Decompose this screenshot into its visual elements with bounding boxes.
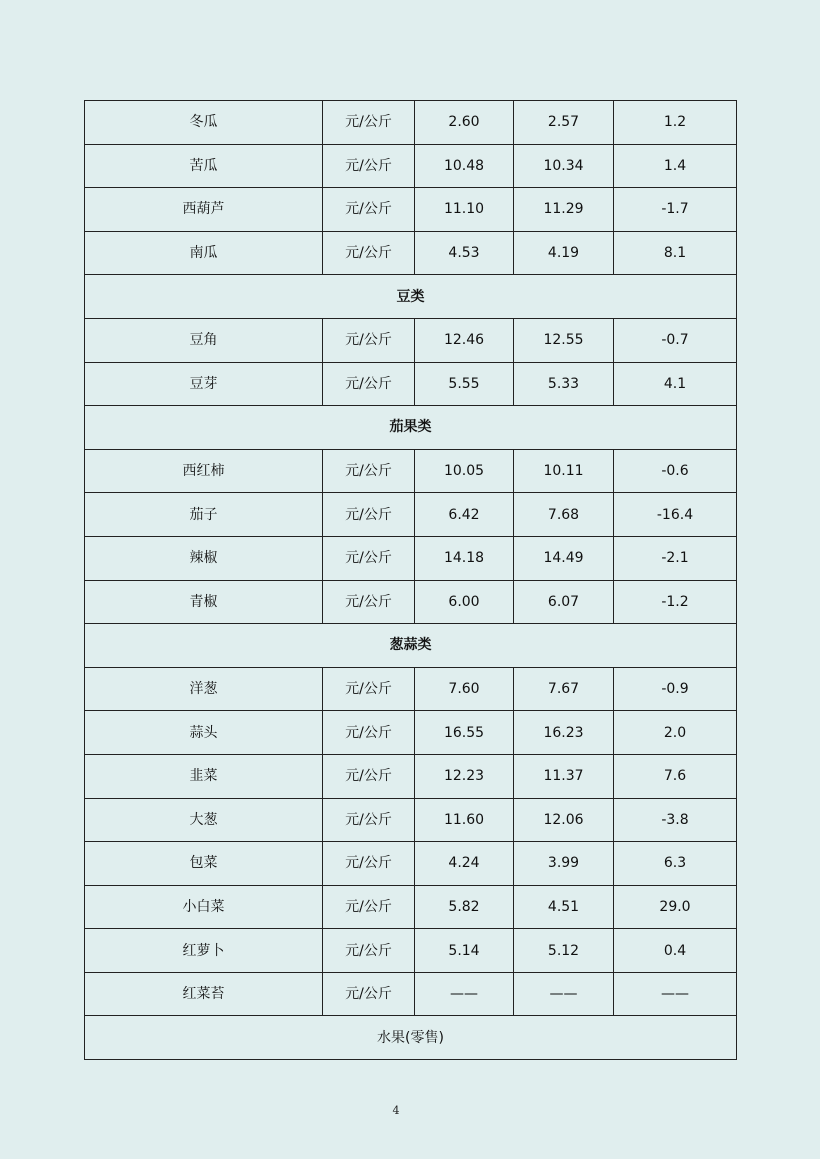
price-cell-1: 10.05 xyxy=(415,449,514,493)
change-cell: 7.6 xyxy=(614,754,737,798)
item-name-cell: 南瓜 xyxy=(85,231,323,275)
unit-cell: 元/公斤 xyxy=(323,711,415,755)
change-cell: -0.7 xyxy=(614,318,737,362)
table-row xyxy=(85,929,737,973)
price-cell-2: 5.12 xyxy=(514,929,614,973)
unit-cell: 元/公斤 xyxy=(323,493,415,537)
change-cell: 8.1 xyxy=(614,231,737,275)
section-header: 豆类 xyxy=(85,275,737,319)
section-header: 水果(零售) xyxy=(85,1016,737,1060)
unit-cell: 元/公斤 xyxy=(323,885,415,929)
unit-cell: 元/公斤 xyxy=(323,798,415,842)
item-name-cell: 西红柿 xyxy=(85,449,323,493)
price-cell-1: 7.60 xyxy=(415,667,514,711)
price-cell-2: 11.29 xyxy=(514,188,614,232)
page-number: 4 xyxy=(392,1104,400,1117)
price-cell-2: 6.07 xyxy=(514,580,614,624)
price-cell-2: 10.11 xyxy=(514,449,614,493)
item-name-cell: 包菜 xyxy=(85,842,323,886)
table-row xyxy=(85,580,737,624)
item-name-cell: 红菜苔 xyxy=(85,972,323,1016)
item-name-cell: 蒜头 xyxy=(85,711,323,755)
price-cell-2: 4.51 xyxy=(514,885,614,929)
price-cell-1: 5.14 xyxy=(415,929,514,973)
item-name-cell: 红萝卜 xyxy=(85,929,323,973)
section-header-row xyxy=(85,624,737,668)
table-row xyxy=(85,754,737,798)
price-cell-1: 5.55 xyxy=(415,362,514,406)
change-cell: -0.6 xyxy=(614,449,737,493)
unit-cell: 元/公斤 xyxy=(323,536,415,580)
item-name-cell: 西葫芦 xyxy=(85,188,323,232)
price-cell-2: 16.23 xyxy=(514,711,614,755)
unit-cell: 元/公斤 xyxy=(323,144,415,188)
unit-cell: 元/公斤 xyxy=(323,929,415,973)
table-row xyxy=(85,318,737,362)
price-cell-1: 11.60 xyxy=(415,798,514,842)
item-name-cell: 大葱 xyxy=(85,798,323,842)
price-cell-2: 11.37 xyxy=(514,754,614,798)
change-cell: 29.0 xyxy=(614,885,737,929)
change-cell: -3.8 xyxy=(614,798,737,842)
table-row xyxy=(85,362,737,406)
unit-cell: 元/公斤 xyxy=(323,318,415,362)
price-cell-1: 5.82 xyxy=(415,885,514,929)
price-cell-2: 2.57 xyxy=(514,101,614,145)
table-row xyxy=(85,972,737,1016)
section-header: 茄果类 xyxy=(85,406,737,450)
unit-cell: 元/公斤 xyxy=(323,362,415,406)
item-name-cell: 豆芽 xyxy=(85,362,323,406)
unit-cell: 元/公斤 xyxy=(323,188,415,232)
price-cell-2: 10.34 xyxy=(514,144,614,188)
item-name-cell: 韭菜 xyxy=(85,754,323,798)
unit-cell: 元/公斤 xyxy=(323,842,415,886)
table-row xyxy=(85,798,737,842)
price-table-body xyxy=(85,101,737,1060)
change-cell: -2.1 xyxy=(614,536,737,580)
price-table xyxy=(84,100,737,1060)
table-row xyxy=(85,144,737,188)
price-cell-1: 10.48 xyxy=(415,144,514,188)
section-header: 葱蒜类 xyxy=(85,624,737,668)
table-row xyxy=(85,449,737,493)
price-cell-2: 7.68 xyxy=(514,493,614,537)
item-name-cell: 小白菜 xyxy=(85,885,323,929)
price-cell-1: 11.10 xyxy=(415,188,514,232)
table-row xyxy=(85,536,737,580)
table-row xyxy=(85,667,737,711)
section-header-row xyxy=(85,1016,737,1060)
table-row xyxy=(85,231,737,275)
change-cell: -0.9 xyxy=(614,667,737,711)
price-cell-1: 12.46 xyxy=(415,318,514,362)
price-cell-2: 5.33 xyxy=(514,362,614,406)
item-name-cell: 豆角 xyxy=(85,318,323,362)
unit-cell: 元/公斤 xyxy=(323,231,415,275)
table-row xyxy=(85,493,737,537)
price-cell-1: 4.24 xyxy=(415,842,514,886)
unit-cell: 元/公斤 xyxy=(323,449,415,493)
table-row xyxy=(85,885,737,929)
unit-cell: 元/公斤 xyxy=(323,972,415,1016)
unit-cell: 元/公斤 xyxy=(323,754,415,798)
price-cell-2: 14.49 xyxy=(514,536,614,580)
price-cell-1: 4.53 xyxy=(415,231,514,275)
price-cell-1: 6.00 xyxy=(415,580,514,624)
price-cell-1: 2.60 xyxy=(415,101,514,145)
price-cell-1: 16.55 xyxy=(415,711,514,755)
table-row xyxy=(85,188,737,232)
item-name-cell: 苦瓜 xyxy=(85,144,323,188)
change-cell: 2.0 xyxy=(614,711,737,755)
item-name-cell: 洋葱 xyxy=(85,667,323,711)
item-name-cell: 冬瓜 xyxy=(85,101,323,145)
change-cell: -16.4 xyxy=(614,493,737,537)
item-name-cell: 茄子 xyxy=(85,493,323,537)
item-name-cell: 青椒 xyxy=(85,580,323,624)
price-cell-2: 7.67 xyxy=(514,667,614,711)
change-cell: 1.4 xyxy=(614,144,737,188)
change-cell: -1.7 xyxy=(614,188,737,232)
price-cell-1: 12.23 xyxy=(415,754,514,798)
unit-cell: 元/公斤 xyxy=(323,101,415,145)
price-cell-1: 6.42 xyxy=(415,493,514,537)
price-cell-2: 12.55 xyxy=(514,318,614,362)
price-cell-2: —— xyxy=(514,972,614,1016)
table-row xyxy=(85,711,737,755)
section-header-row xyxy=(85,406,737,450)
price-cell-1: —— xyxy=(415,972,514,1016)
table-row xyxy=(85,101,737,145)
price-cell-2: 3.99 xyxy=(514,842,614,886)
change-cell: 6.3 xyxy=(614,842,737,886)
price-cell-1: 14.18 xyxy=(415,536,514,580)
unit-cell: 元/公斤 xyxy=(323,580,415,624)
price-cell-2: 12.06 xyxy=(514,798,614,842)
unit-cell: 元/公斤 xyxy=(323,667,415,711)
change-cell: —— xyxy=(614,972,737,1016)
change-cell: 4.1 xyxy=(614,362,737,406)
section-header-row xyxy=(85,275,737,319)
table-row xyxy=(85,842,737,886)
item-name-cell: 辣椒 xyxy=(85,536,323,580)
change-cell: -1.2 xyxy=(614,580,737,624)
change-cell: 0.4 xyxy=(614,929,737,973)
change-cell: 1.2 xyxy=(614,101,737,145)
price-cell-2: 4.19 xyxy=(514,231,614,275)
